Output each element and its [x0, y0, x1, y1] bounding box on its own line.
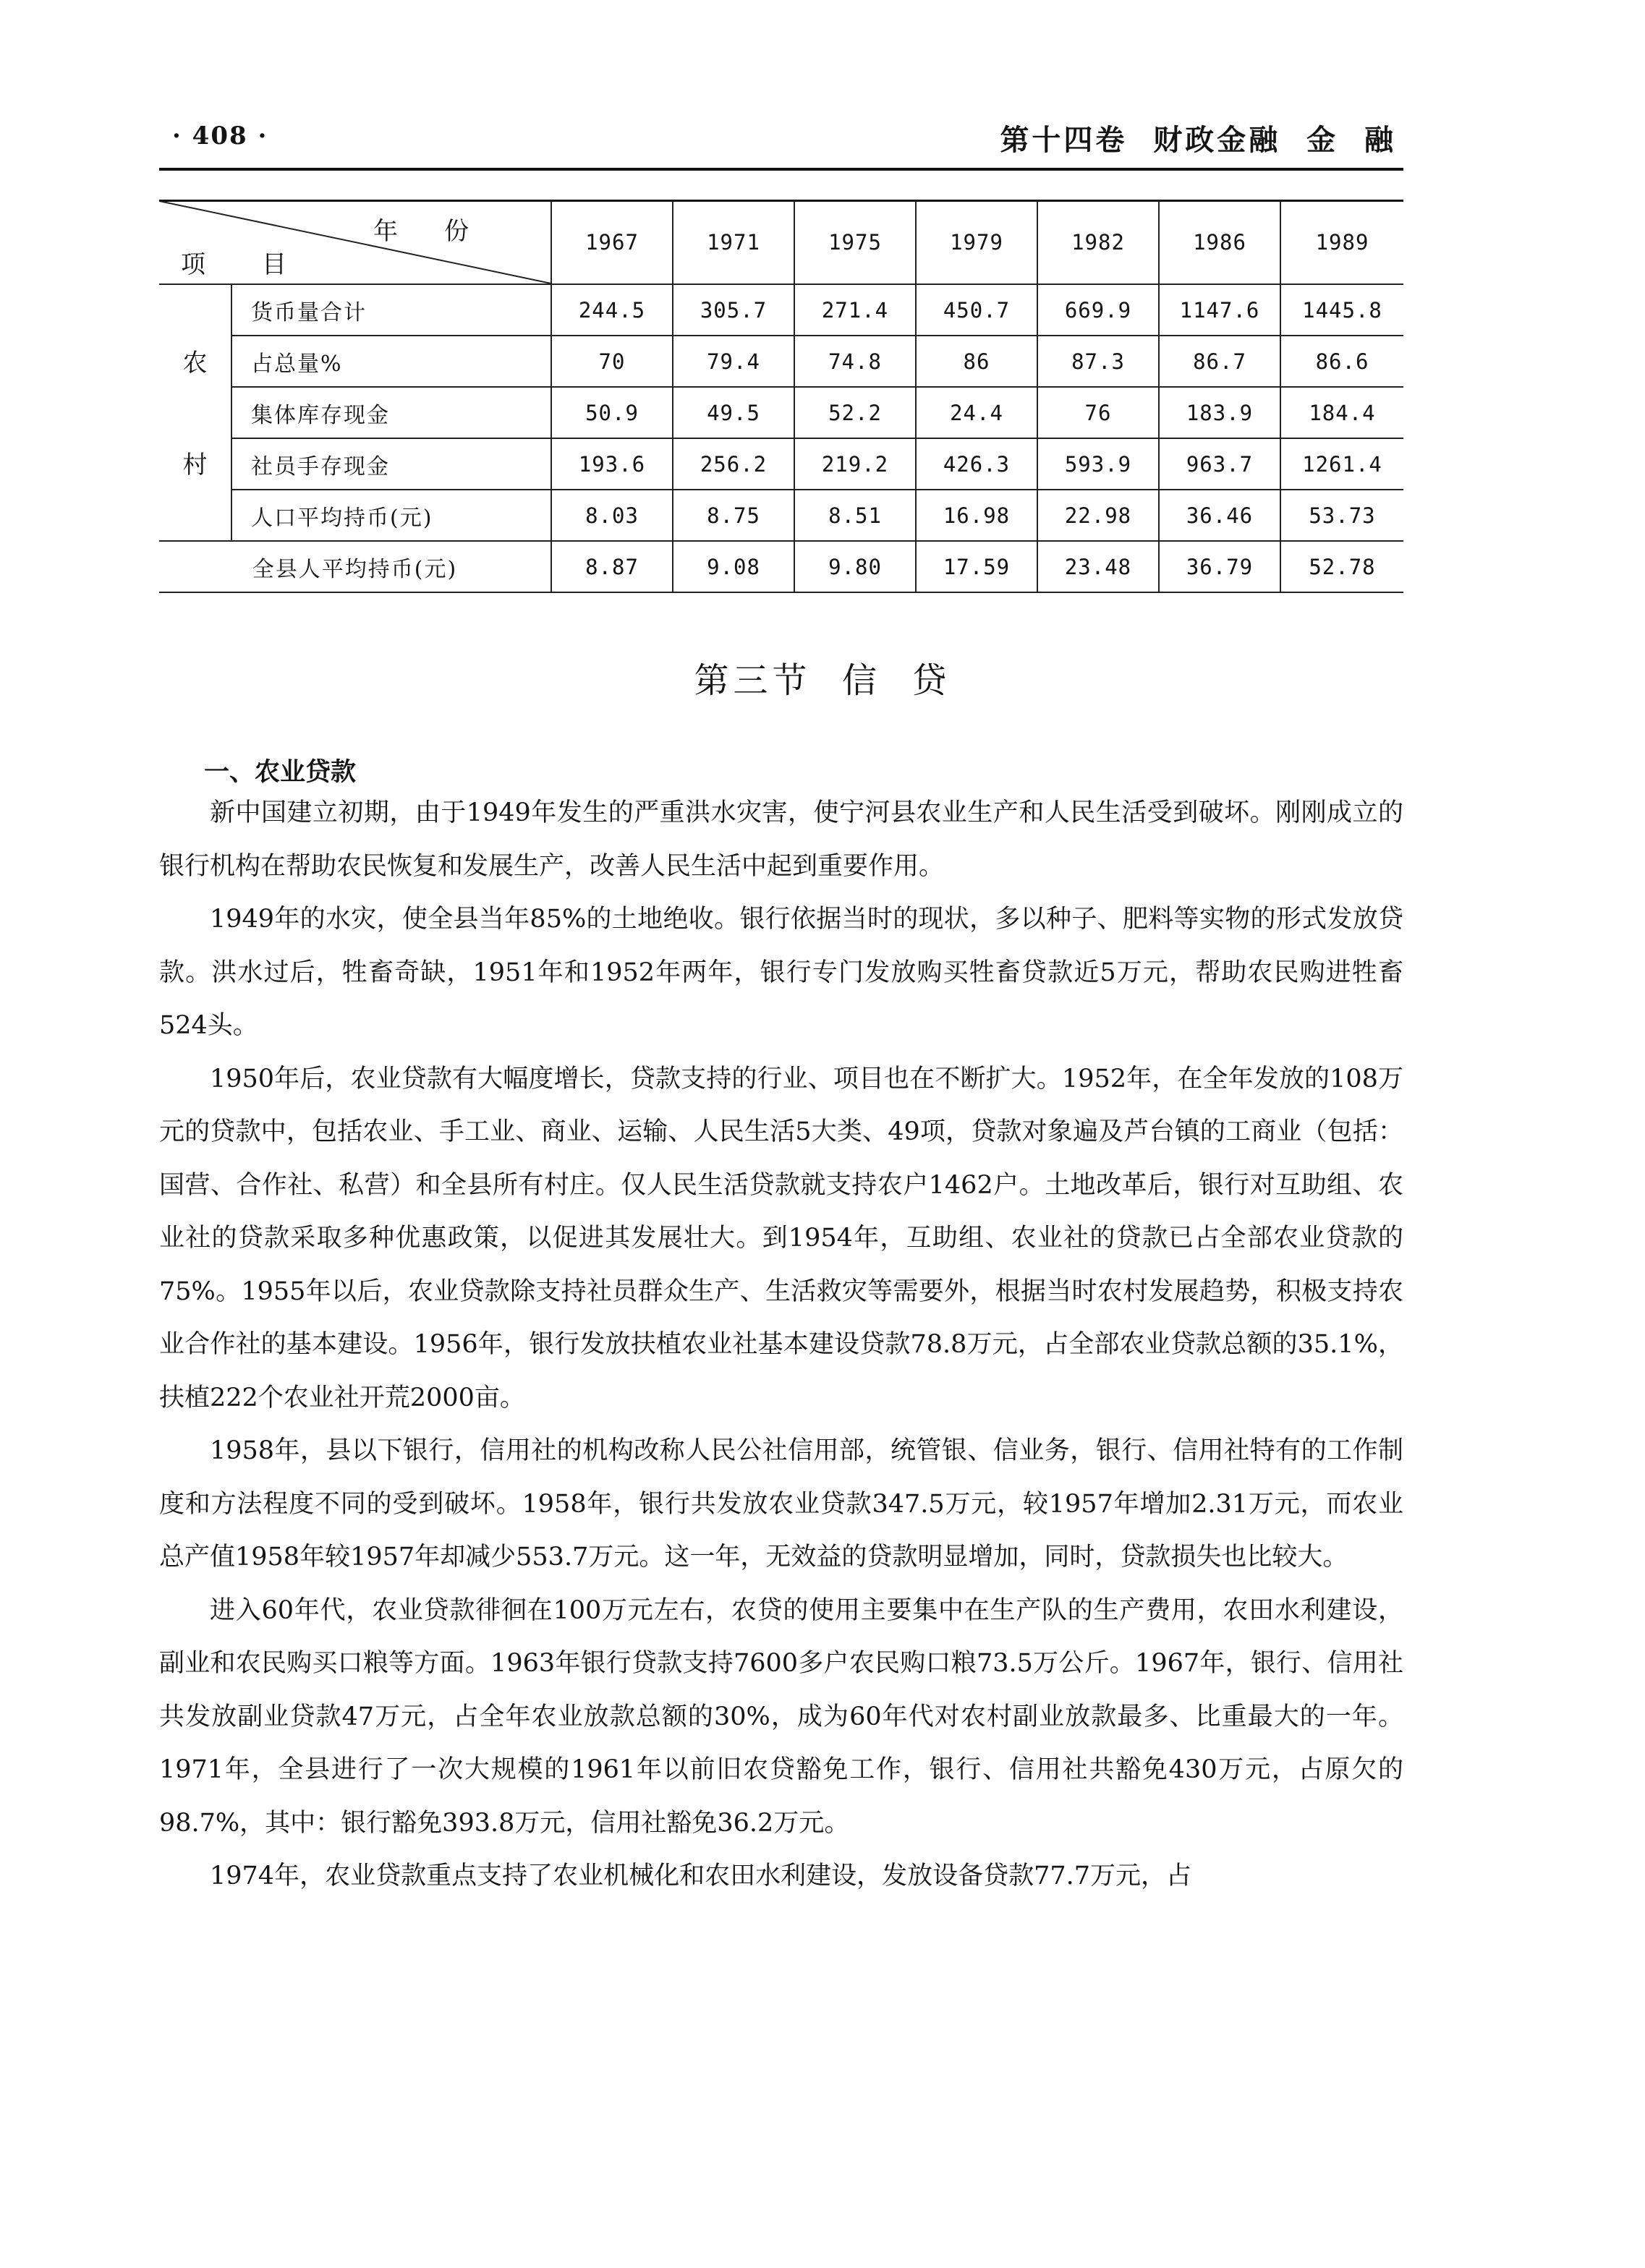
row-label: 人口平均持币(元): [231, 490, 551, 541]
section-title: 第三节 信 贷: [694, 660, 951, 701]
paragraph: 1950年后，农业贷款有大幅度增长，贷款支持的行业、项目也在不断扩大。1952年，在全年发放的108万元的贷款中，包括农业、手工业、商业、运输、人民生活5大类、49项，贷款对象遍及芦台镇的工商业（包括：国营、合作社、私营）和全县所有村庄。仅人民生活贷款就支持农户1462户。土地改革后，银行对互助组、农业社的贷款采取多种优惠政策，以促进其发展壮大。到1954年，互助组、农业社的贷款已占全部农业贷款的75%。1955年以后，农业贷款除支持社员群众生产、生活救灾等需要外，根据当时农村发展趋势，积极支持农业合作社的基本建设。1956年，银行发放扶植农业社基本建设贷款78.8万元，占全部农业贷款总额的35.1%，扶植222个农业社开荒2000亩。: [159, 1064, 1403, 1412]
table-row: [159, 490, 1403, 541]
table-cell: 36.79: [1159, 541, 1280, 592]
table-cell: 74.8: [794, 336, 916, 387]
table-row: [159, 438, 1403, 490]
table-cell: 426.3: [916, 438, 1037, 490]
header-rule: [159, 168, 1403, 171]
body-text: [159, 787, 1403, 1904]
table-cell: 305.7: [673, 284, 794, 336]
table-cell: 52.2: [794, 387, 916, 438]
table-cell: 963.7: [1159, 438, 1280, 490]
table-cell: 50.9: [551, 387, 673, 438]
subheading: 一、农业贷款: [204, 758, 357, 787]
table-cell: 86.7: [1159, 336, 1280, 387]
row-label: 占总量%: [231, 336, 551, 387]
table-row: [159, 284, 1403, 336]
row-label: 全县人平均持币(元): [159, 541, 551, 592]
year-header: 1989: [1280, 201, 1403, 284]
table-cell: 79.4: [673, 336, 794, 387]
group-label-bottom: 村: [182, 450, 208, 479]
header-item-label: 项目: [181, 250, 343, 279]
table-cell: 1445.8: [1280, 284, 1403, 336]
paragraph: 1949年的水灾，使全县当年85%的土地绝收。银行依据当时的现状，多以种子、肥料等实物的形式发放贷款。洪水过后，牲畜奇缺，1951年和1952年两年，银行专门发放购买牲畜贷款近5万元，帮助农民购进牲畜524头。: [159, 905, 1403, 1040]
table-cell: 8.75: [673, 490, 794, 541]
diagonal-header-cell: [159, 201, 551, 284]
running-title: 第十四卷 财政金融 金 融: [1000, 123, 1396, 157]
money-supply-table: [159, 201, 1403, 593]
table-cell: 76: [1037, 387, 1159, 438]
table-cell: 17.59: [916, 541, 1037, 592]
table-cell: 450.7: [916, 284, 1037, 336]
table-cell: 49.5: [673, 387, 794, 438]
table-cell: 593.9: [1037, 438, 1159, 490]
table-cell: 8.87: [551, 541, 673, 592]
table-cell: 23.48: [1037, 541, 1159, 592]
year-header: 1986: [1159, 201, 1280, 284]
table-cell: 53.73: [1280, 490, 1403, 541]
row-label: 社员手存现金: [231, 438, 551, 490]
table-cell: 86.6: [1280, 336, 1403, 387]
year-header: 1975: [794, 201, 916, 284]
table-cell: 219.2: [794, 438, 916, 490]
table-cell: 9.80: [794, 541, 916, 592]
table-cell: 87.3: [1037, 336, 1159, 387]
table-cell: 184.4: [1280, 387, 1403, 438]
table-cell: 669.9: [1037, 284, 1159, 336]
table-cell: 183.9: [1159, 387, 1280, 438]
table-cell: 9.08: [673, 541, 794, 592]
page-header: [159, 122, 1400, 158]
table-cell: 8.03: [551, 490, 673, 541]
paragraph: 进入60年代，农业贷款徘徊在100万元左右，农贷的使用主要集中在生产队的生产费用，农田水利建设，副业和农民购买口粮等方面。1963年银行贷款支持7600多户农民购口粮73.5万公斤。1967年，银行、信用社共发放副业贷款47万元，占全年农业放款总额的30%，成为60年代对农村副业放款最多、比重最大的一年。1971年，全县进行了一次大规模的1961年以前旧农贷豁免工作，银行、信用社共豁免430万元，占原欠的98.7%，其中：银行豁免393.8万元，信用社豁免36.2万元。: [159, 1595, 1403, 1838]
table-row-total: [159, 541, 1403, 592]
table-cell: 36.46: [1159, 490, 1280, 541]
table-cell: 70: [551, 336, 673, 387]
table-row: [159, 387, 1403, 438]
page-number: · 408 ·: [172, 122, 268, 150]
row-label: 货币量合计: [231, 284, 551, 336]
table-row: [159, 336, 1403, 387]
group-label-rural: [159, 284, 231, 541]
table-cell: 16.98: [916, 490, 1037, 541]
paragraph: 1974年，农业贷款重点支持了农业机械化和农田水利建设，发放设备贷款77.7万元，占: [210, 1862, 1192, 1890]
table-cell: 244.5: [551, 284, 673, 336]
table-cell: 1147.6: [1159, 284, 1280, 336]
table-cell: 256.2: [673, 438, 794, 490]
table-cell: 271.4: [794, 284, 916, 336]
year-header: 1979: [916, 201, 1037, 284]
year-header: 1967: [551, 201, 673, 284]
table-cell: 86: [916, 336, 1037, 387]
paragraph: 新中国建立初期，由于1949年发生的严重洪水灾害，使宁河县农业生产和人民生活受到破坏。刚刚成立的银行机构在帮助农民恢复和发展生产，改善人民生活中起到重要作用。: [159, 798, 1403, 881]
year-header: 1982: [1037, 201, 1159, 284]
header-year-label: 年份: [373, 217, 515, 246]
table-cell: 193.6: [551, 438, 673, 490]
table-cell: 22.98: [1037, 490, 1159, 541]
group-label-top: 农: [182, 348, 208, 378]
row-label: 集体库存现金: [231, 387, 551, 438]
table-cell: 8.51: [794, 490, 916, 541]
paragraph: 1958年，县以下银行，信用社的机构改称人民公社信用部，统管银、信业务，银行、信用社特有的工作制度和方法程度不同的受到破坏。1958年，银行共发放农业贷款347.5万元，较1957年增加2.31万元，而农业总产值1958年较1957年却减少553.7万元。这一年，无效益的贷款明显增加，同时，贷款损失也比较大。: [159, 1436, 1403, 1572]
table-cell: 1261.4: [1280, 438, 1403, 490]
year-header: 1971: [673, 201, 794, 284]
table-cell: 24.4: [916, 387, 1037, 438]
table-cell: 52.78: [1280, 541, 1403, 592]
